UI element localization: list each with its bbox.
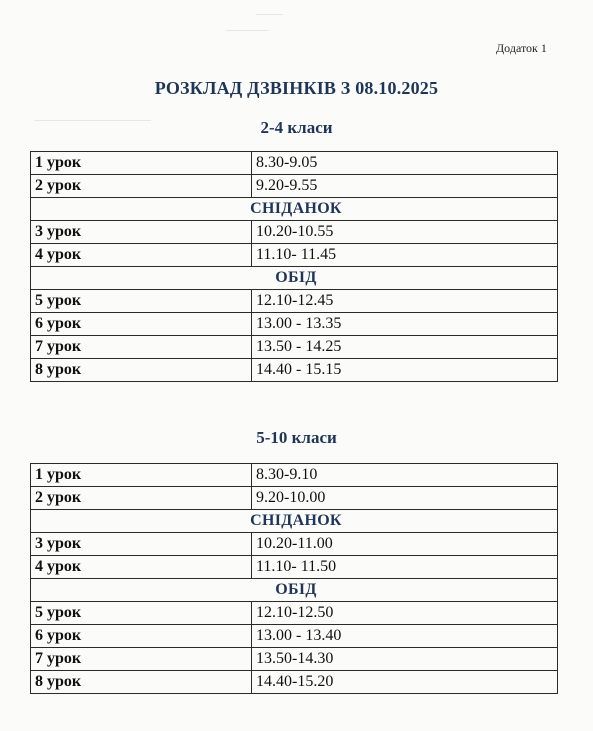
- table-row: [31, 221, 558, 244]
- lesson-cell: 7 урок: [31, 336, 252, 359]
- break-label: ОБІД: [31, 579, 558, 602]
- lesson-cell: 2 урок: [31, 175, 252, 198]
- time-cell: 12.10-12.45: [252, 290, 558, 313]
- table-row: [31, 336, 558, 359]
- time-cell: 11.10- 11.45: [252, 244, 558, 267]
- table-row: [31, 290, 558, 313]
- time-cell: 10.20-11.00: [252, 533, 558, 556]
- schedule-table-2-4: [30, 151, 558, 382]
- break-row: [31, 510, 558, 533]
- time-cell: 9.20-9.55: [252, 175, 558, 198]
- table-row: [31, 175, 558, 198]
- table-row: [31, 671, 558, 694]
- break-row: [31, 579, 558, 602]
- table-row: [31, 313, 558, 336]
- time-cell: 13.00 - 13.35: [252, 313, 558, 336]
- section-title-2-4: 2-4 класи: [260, 118, 333, 137]
- time-cell: 13.50-14.30: [252, 648, 558, 671]
- break-row: [31, 267, 558, 290]
- section-title-5-10: 5-10 класи: [256, 428, 337, 447]
- lesson-cell: 8 урок: [31, 671, 252, 694]
- time-cell: 13.50 - 14.25: [252, 336, 558, 359]
- addendum-label: Додаток 1: [496, 41, 547, 55]
- lesson-cell: 5 урок: [31, 290, 252, 313]
- table-row: [31, 359, 558, 382]
- table-row: [31, 244, 558, 267]
- bleed-through-text: ‾‾‾‾‾‾‾‾‾: [256, 14, 283, 24]
- time-cell: 14.40 - 15.15: [252, 359, 558, 382]
- time-cell: 14.40-15.20: [252, 671, 558, 694]
- table-row: [31, 556, 558, 579]
- table-row: [31, 648, 558, 671]
- lesson-cell: 5 урок: [31, 602, 252, 625]
- lesson-cell: 1 урок: [31, 152, 252, 175]
- time-cell: 9.20-10.00: [252, 487, 558, 510]
- table-row: [31, 625, 558, 648]
- break-label: ОБІД: [31, 267, 558, 290]
- lesson-cell: 6 урок: [31, 625, 252, 648]
- lesson-cell: 6 урок: [31, 313, 252, 336]
- lesson-cell: 2 урок: [31, 487, 252, 510]
- lesson-cell: 4 урок: [31, 556, 252, 579]
- table-row: [31, 533, 558, 556]
- table-row: [31, 152, 558, 175]
- time-cell: 11.10- 11.50: [252, 556, 558, 579]
- table-row: [31, 487, 558, 510]
- schedule-table-5-10: [30, 463, 558, 694]
- bleed-through-text: ‾‾‾‾‾‾‾‾‾‾‾‾‾‾: [226, 30, 268, 40]
- time-cell: 10.20-10.55: [252, 221, 558, 244]
- lesson-cell: 3 урок: [31, 533, 252, 556]
- break-label: СНІДАНОК: [31, 198, 558, 221]
- table-row: [31, 464, 558, 487]
- time-cell: 13.00 - 13.40: [252, 625, 558, 648]
- lesson-cell: 4 урок: [31, 244, 252, 267]
- lesson-cell: 1 урок: [31, 464, 252, 487]
- time-cell: 12.10-12.50: [252, 602, 558, 625]
- document-title: РОЗКЛАД ДЗВІНКІВ З 08.10.2025: [154, 78, 439, 98]
- break-label: СНІДАНОК: [31, 510, 558, 533]
- table-row: [31, 602, 558, 625]
- time-cell: 8.30-9.10: [252, 464, 558, 487]
- break-row: [31, 198, 558, 221]
- lesson-cell: 7 урок: [31, 648, 252, 671]
- time-cell: 8.30-9.05: [252, 152, 558, 175]
- lesson-cell: 8 урок: [31, 359, 252, 382]
- lesson-cell: 3 урок: [31, 221, 252, 244]
- bleed-through-text: ‾‾‾‾‾‾‾‾‾‾‾‾‾‾‾‾‾‾‾‾‾‾‾‾‾‾‾‾‾‾‾‾‾‾‾‾‾‾‾: [34, 120, 151, 130]
